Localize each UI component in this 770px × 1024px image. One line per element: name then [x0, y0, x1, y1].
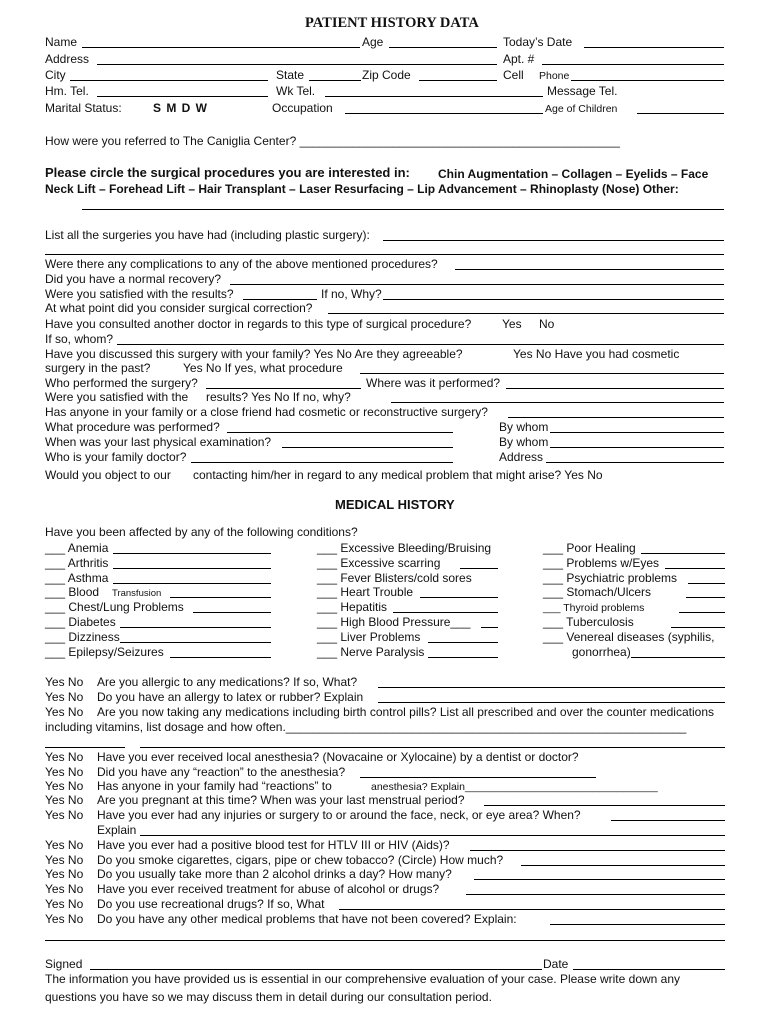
scarring-field[interactable]: [460, 568, 498, 569]
psychiatric-field[interactable]: [688, 583, 725, 584]
by-whom-field-2[interactable]: [550, 447, 724, 448]
q-satisfied-2-tail: results? Yes No If no, why?: [206, 390, 351, 404]
chest-lung-field[interactable]: [193, 612, 271, 613]
q-recreational: Do you use recreational drugs? If so, What: [97, 897, 325, 911]
q-family-doctor: Who is your family doctor?: [45, 450, 187, 464]
where-performed-field[interactable]: [506, 388, 724, 389]
message-tel-label: Message Tel.: [547, 84, 618, 98]
condition-venereal-cont: gonorrhea): [572, 645, 631, 659]
work-tel-label: Wk Tel.: [276, 84, 316, 98]
footer-note-1: The information you have provided us is essential in our comprehensive evaluation of your case. Please write down any: [45, 972, 681, 986]
q-complications: Were there any complications to any of the above mentioned procedures?: [45, 257, 438, 271]
treatment-field[interactable]: [466, 894, 725, 895]
condition-liver-problems[interactable]: ___ Liver Problems: [317, 630, 421, 644]
yn-smoke[interactable]: Yes No: [45, 853, 84, 867]
condition-blood[interactable]: ___ Blood: [45, 585, 100, 599]
condition-excessive-scarring[interactable]: ___ Excessive scarring: [317, 556, 441, 570]
q-alcohol: Do you usually take more than 2 alcohol drinks a day? How many?: [97, 867, 452, 881]
children-ages-field[interactable]: [637, 113, 724, 114]
what-procedure-field[interactable]: [227, 432, 453, 433]
pregnant-field[interactable]: [484, 805, 725, 806]
q-where-performed: Where was it performed?: [366, 376, 501, 390]
yn-blood-test[interactable]: Yes No: [45, 838, 84, 852]
q-reaction: Did you have any “reaction” to the anesthesia?: [97, 765, 346, 779]
condition-hepatitis[interactable]: ___ Hepatitis: [317, 600, 388, 614]
by-whom-label: By whom: [499, 420, 549, 434]
condition-arthritis[interactable]: ___ Arthritis: [45, 556, 109, 570]
zip-field[interactable]: [419, 80, 497, 81]
by-whom-label-2: By whom: [499, 435, 549, 449]
q-satisfied: Were you satisfied with the results?: [45, 287, 234, 301]
date-label: Date: [543, 957, 569, 971]
q-discussed-tail: Yes No Have you had cosmetic: [513, 347, 680, 361]
yn-treatment[interactable]: Yes No: [45, 882, 84, 896]
last-exam-field[interactable]: [282, 447, 453, 448]
phone-label: Phone: [539, 70, 570, 82]
q-family-reaction: Has anyone in your family had “reactions” to: [97, 779, 332, 793]
why-field[interactable]: [383, 299, 724, 300]
doctor-address-field[interactable]: [546, 462, 724, 463]
q-normal-recovery: Did you have a normal recovery?: [45, 272, 222, 286]
todays-date-label: Today’s Date: [503, 35, 573, 49]
alcohol-field[interactable]: [474, 879, 725, 880]
occupation-field[interactable]: [345, 113, 543, 114]
surgeries-field-1[interactable]: [383, 240, 724, 241]
asthma-field[interactable]: [113, 583, 271, 584]
family-cosmetic-field[interactable]: [508, 417, 724, 418]
yn-recreational[interactable]: Yes No: [45, 897, 84, 911]
complications-field[interactable]: [455, 269, 724, 270]
injuries-when-field[interactable]: [611, 820, 725, 821]
consulted-yes[interactable]: Yes: [502, 317, 522, 331]
yn-alcohol[interactable]: Yes No: [45, 867, 84, 881]
condition-chest-lung[interactable]: ___ Chest/Lung Problems: [45, 600, 184, 614]
yn-other[interactable]: Yes No: [45, 912, 84, 926]
q-last-exam: When was your last physical examination?: [45, 435, 272, 449]
yn-taking[interactable]: Yes No: [45, 705, 84, 719]
yn-reaction[interactable]: Yes No: [45, 765, 84, 779]
heart-trouble-field[interactable]: [420, 597, 498, 598]
q-if-so-whom: If so, whom?: [45, 332, 114, 346]
condition-poor-healing[interactable]: ___ Poor Healing: [543, 541, 636, 555]
consulted-no[interactable]: No: [539, 317, 555, 331]
who-performed-field[interactable]: [206, 388, 361, 389]
q-object: Would you object to our: [45, 468, 171, 482]
family-doctor-field[interactable]: [191, 462, 453, 463]
q-family-reaction-tail: anesthesia? Explain_________________________________: [371, 781, 658, 793]
tuberculosis-field[interactable]: [671, 627, 725, 628]
age-field[interactable]: [389, 47, 497, 48]
procedures-list-1[interactable]: Chin Augmentation – Collagen – Eyelids – Face: [438, 167, 709, 181]
nerve-paralysis-field[interactable]: [428, 657, 498, 658]
condition-anemia[interactable]: ___ Anemia: [45, 541, 109, 555]
signature-field[interactable]: [90, 969, 542, 970]
apt-field[interactable]: [542, 64, 724, 65]
state-label: State: [276, 68, 305, 82]
q-taking-2: including vitamins, list dosage and how often.____________________________________________________________: [45, 720, 687, 734]
zip-label: Zip Code: [362, 68, 411, 82]
medications-field-b[interactable]: [140, 747, 725, 748]
work-tel-field[interactable]: [325, 96, 543, 97]
q-anesthesia: Have you ever received local anesthesia? (Novacaine or Xylocaine) by a dentist or doctor?: [97, 750, 579, 764]
recreational-field[interactable]: [339, 909, 725, 910]
cell-label: Cell: [503, 68, 524, 82]
procedures-lead: Please circle the surgical procedures you are interested in:: [45, 165, 410, 180]
q-consider-correction: At what point did you consider surgical correction?: [45, 301, 313, 315]
q-past-surgery-tail: Yes No If yes, what procedure: [183, 361, 343, 375]
stomach-field[interactable]: [686, 597, 725, 598]
hepatitis-field[interactable]: [393, 612, 498, 613]
blood-transfusion-field[interactable]: [170, 597, 271, 598]
condition-psychiatric[interactable]: ___ Psychiatric problems: [543, 571, 678, 585]
other-problems-field-1[interactable]: [550, 924, 725, 925]
normal-recovery-field[interactable]: [230, 284, 724, 285]
condition-heart-trouble[interactable]: ___ Heart Trouble: [317, 585, 414, 599]
reaction-field[interactable]: [360, 777, 596, 778]
thyroid-field[interactable]: [679, 612, 725, 613]
arthritis-field[interactable]: [113, 568, 271, 569]
surgeries-field-2[interactable]: [45, 254, 724, 255]
condition-dizziness[interactable]: ___ Dizziness: [45, 630, 120, 644]
doctor-address-label: Address: [499, 450, 544, 464]
name-field[interactable]: [82, 47, 360, 48]
home-tel-field[interactable]: [97, 96, 268, 97]
diabetes-field[interactable]: [120, 627, 271, 628]
transfusion-label: Transfusion: [112, 588, 162, 599]
conditions-intro: Have you been affected by any of the following conditions?: [45, 525, 358, 539]
condition-diabetes[interactable]: ___ Diabetes: [45, 615, 116, 629]
if-so-whom-field[interactable]: [117, 344, 724, 345]
marital-status-label: Marital Status:: [45, 101, 122, 115]
anemia-field[interactable]: [113, 553, 271, 554]
marital-status-options[interactable]: S M D W: [153, 101, 208, 115]
yn-family-reaction[interactable]: Yes No: [45, 779, 84, 793]
epilepsy-field[interactable]: [170, 657, 271, 658]
q-consulted: Have you consulted another doctor in regards to this type of surgical procedure?: [45, 317, 472, 331]
blood-test-field[interactable]: [470, 850, 725, 851]
q-pregnant: Are you pregnant at this time? When was your last menstrual period?: [97, 793, 465, 807]
q-latex: Do you have an allergy to latex or rubber? Explain: [97, 690, 364, 704]
q-injuries: Have you ever had any injuries or surgery to or around the face, neck, or eye area? When?: [97, 808, 581, 822]
smoke-field[interactable]: [521, 865, 725, 866]
apt-label: Apt. #: [503, 52, 535, 66]
other-problems-field-2[interactable]: [45, 940, 725, 941]
procedures-list-2[interactable]: Neck Lift – Forehead Lift – Hair Transplant – Laser Resurfacing – Lip Advancement – Rhinoplasty (Nose) Other:: [45, 182, 679, 196]
todays-date-field[interactable]: [584, 47, 724, 48]
condition-high-blood-pressure[interactable]: ___ High Blood Pressure___: [317, 615, 471, 629]
q-past-surgery: surgery in the past?: [45, 361, 151, 375]
liver-field[interactable]: [428, 642, 498, 643]
yn-latex[interactable]: Yes No: [45, 690, 84, 704]
q-list-surgeries: List all the surgeries you have had (including plastic surgery):: [45, 228, 370, 242]
referral-question: How were you referred to The Caniglia Center? ________________________________________________: [45, 134, 620, 148]
city-label: City: [45, 68, 66, 82]
q-taking: Are you now taking any medications including birth control pills? List all prescribed and over the counter medications: [97, 705, 714, 719]
q-family-cosmetic: Has anyone in your family or a close friend had cosmetic or reconstructive surgery?: [45, 405, 488, 419]
other-procedure-field[interactable]: [82, 209, 724, 210]
yn-injuries[interactable]: Yes No: [45, 808, 84, 822]
yn-allergic[interactable]: Yes No: [45, 675, 84, 689]
injuries-explain-field[interactable]: [140, 835, 725, 836]
cell-phone-field[interactable]: [571, 80, 724, 81]
venereal-field[interactable]: [631, 657, 725, 658]
footer-note-2: questions you have so we may discuss them in detail during our consultation period.: [45, 990, 492, 1004]
yn-anesthesia[interactable]: Yes No: [45, 750, 84, 764]
q-what-procedure: What procedure was performed?: [45, 420, 220, 434]
satisfied-field[interactable]: [243, 299, 317, 300]
q-who-performed: Who performed the surgery?: [45, 376, 198, 390]
medications-field-a[interactable]: [45, 747, 125, 748]
age-label: Age: [362, 35, 384, 49]
condition-venereal[interactable]: ___ Venereal diseases (syphilis,: [543, 630, 715, 644]
satisfied-why-field[interactable]: [391, 402, 724, 403]
q-treatment: Have you ever received treatment for abuse of alcohol or drugs?: [97, 882, 440, 896]
q-allergic: Are you allergic to any medications? If so, What?: [97, 675, 358, 689]
eye-problems-field[interactable]: [665, 568, 725, 569]
allergic-field[interactable]: [378, 687, 725, 688]
medical-history-heading: MEDICAL HISTORY: [335, 497, 455, 512]
condition-epilepsy[interactable]: ___ Epilepsy/Seizures: [45, 645, 164, 659]
q-other: Do you have any other medical problems that have not been covered? Explain:: [97, 912, 517, 926]
q-object-tail: contacting him/her in regard to any medical problem that might arise? Yes No: [193, 468, 603, 482]
yn-pregnant[interactable]: Yes No: [45, 793, 84, 807]
state-field[interactable]: [309, 80, 361, 81]
occupation-label: Occupation: [272, 101, 333, 115]
q-discussed: Have you discussed this surgery with your family? Yes No Are they agreeable?: [45, 347, 463, 361]
past-procedure-field[interactable]: [360, 373, 724, 374]
condition-tuberculosis[interactable]: ___ Tuberculosis: [543, 615, 634, 629]
home-tel-label: Hm. Tel.: [45, 84, 89, 98]
condition-excessive-bleeding[interactable]: ___ Excessive Bleeding/Bruising: [317, 541, 492, 555]
q-if-no-why: If no, Why?: [321, 287, 382, 301]
dizziness-field[interactable]: [120, 642, 271, 643]
name-label: Name: [45, 35, 78, 49]
q-smoke: Do you smoke cigarettes, cigars, pipe or chew tobacco? (Circle) How much?: [97, 853, 504, 867]
page-title: PATIENT HISTORY DATA: [305, 15, 479, 31]
signed-label: Signed: [45, 957, 83, 971]
latex-field[interactable]: [378, 702, 725, 703]
poor-healing-field[interactable]: [641, 553, 725, 554]
signature-date-field[interactable]: [573, 969, 725, 970]
consider-correction-field[interactable]: [328, 313, 724, 314]
children-ages-label: Age of Children: [545, 103, 618, 115]
condition-eye-problems[interactable]: ___ Problems w/Eyes: [543, 556, 660, 570]
condition-thyroid[interactable]: ___ Thyroid problems: [543, 602, 645, 614]
condition-fever-blisters[interactable]: ___ Fever Blisters/cold sores: [317, 571, 472, 585]
address-label: Address: [45, 52, 90, 66]
blood-pressure-field[interactable]: [481, 627, 498, 628]
condition-asthma[interactable]: ___ Asthma: [45, 571, 109, 585]
condition-nerve-paralysis[interactable]: ___ Nerve Paralysis: [317, 645, 425, 659]
by-whom-field[interactable]: [550, 432, 724, 433]
injuries-explain-label: Explain: [97, 823, 137, 837]
address-field[interactable]: [97, 64, 497, 65]
condition-stomach-ulcers[interactable]: ___ Stomach/Ulcers: [543, 585, 652, 599]
q-blood-test: Have you ever had a positive blood test for HTLV III or HIV (Aids)?: [97, 838, 450, 852]
city-field[interactable]: [70, 80, 268, 81]
q-satisfied-2: Were you satisfied with the: [45, 390, 189, 404]
